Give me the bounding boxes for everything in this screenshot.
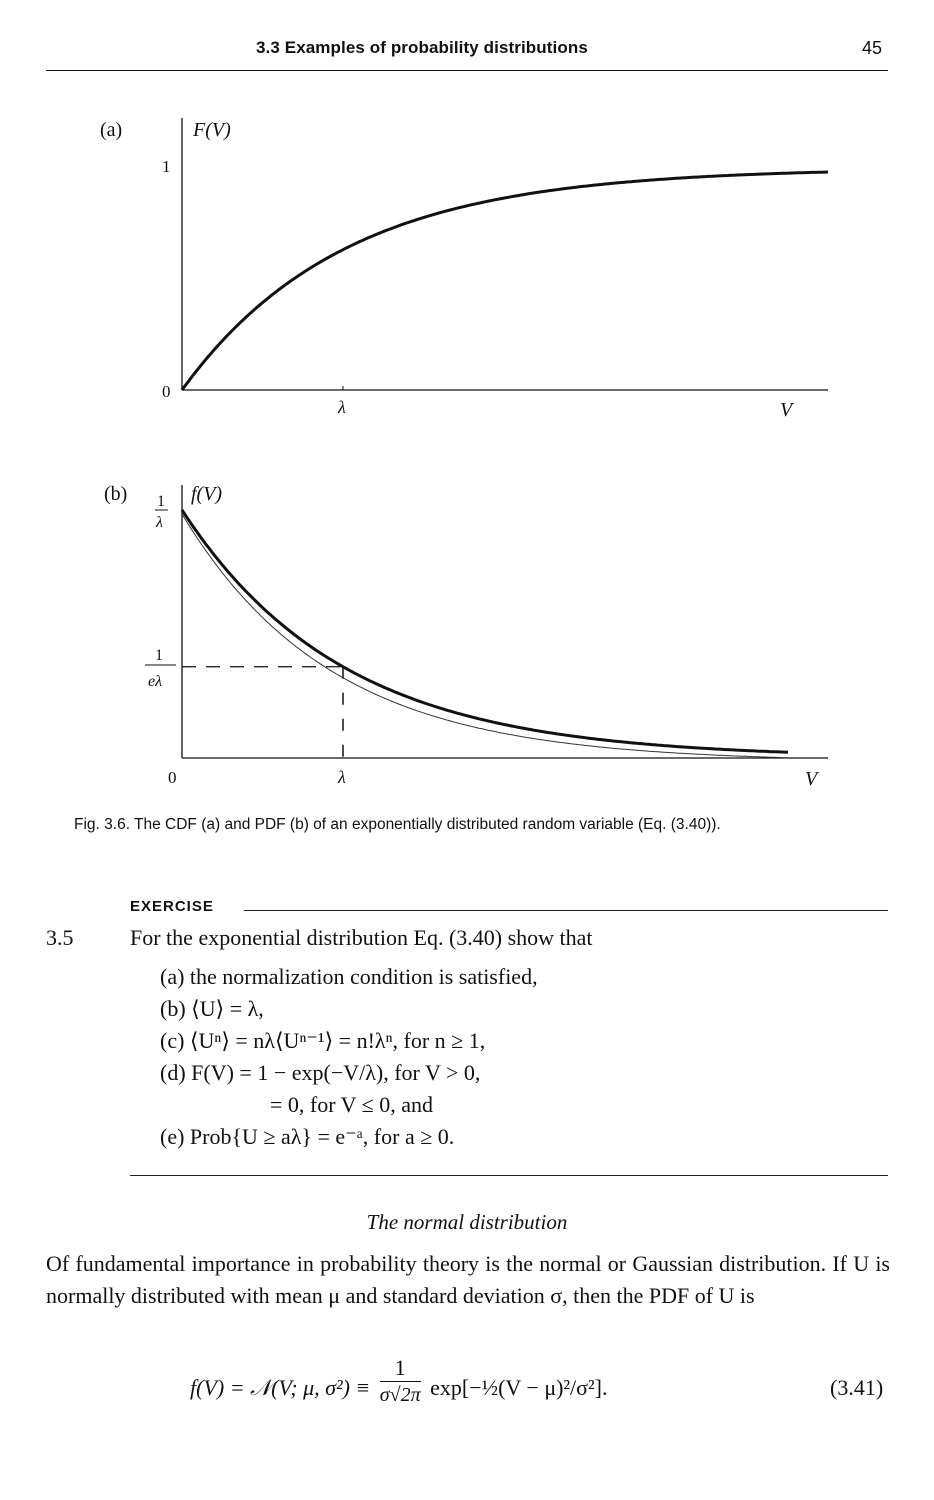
exercise-heading: EXERCISE: [130, 898, 214, 915]
panel-b-xtick-lambda: λ: [338, 767, 346, 787]
exercise-item-d-cont: = 0, for V ≤ 0, and: [270, 1092, 433, 1117]
equation-frac-num: 1: [380, 1355, 421, 1382]
panel-b-ytick-mid-den: eλ: [148, 673, 163, 690]
panel-b-xtick-zero: 0: [168, 768, 177, 787]
panel-b-ytick-top-num: 1: [157, 493, 165, 510]
equation-number: (3.41): [830, 1375, 884, 1400]
exercise-item-b: (b) ⟨U⟩ = λ,: [160, 996, 264, 1021]
equation-rhs: exp[−½(V − μ)²/σ²].: [430, 1375, 608, 1400]
equation-lhs: f(V) = 𝒩(V; μ, σ²) ≡: [190, 1375, 371, 1400]
equation-frac-den: σ√2π: [379, 1384, 421, 1406]
section-paragraph: Of fundamental importance in probability theory is the normal or Gaussian distribution. If U is normally distributed with mean μ and standard deviation σ, then the PDF of U is: [46, 1251, 890, 1308]
panel-a-label: (a): [100, 119, 123, 141]
panel-b-label: (b): [104, 483, 128, 505]
panel-b-ytick-top-den: λ: [156, 514, 163, 531]
panel-a-ytick-top: 1: [162, 157, 171, 176]
equation-fraction: [380, 1355, 421, 1408]
panel-a-ylabel: F(V): [193, 119, 231, 141]
exercise-rule-bottom: [130, 1175, 888, 1176]
exercise-item-d: (d) F(V) = 1 − exp(−V/λ), for V > 0,: [160, 1060, 481, 1085]
panel-a-axes: [182, 118, 828, 390]
panel-a-xlabel: V: [780, 399, 793, 421]
panel-a-cdf-curve: [182, 172, 828, 390]
page-number: 45: [862, 38, 883, 58]
exercise-item-a: (a) the normalization condition is satisfied,: [160, 964, 538, 989]
panel-b-ylabel: f(V): [191, 483, 223, 505]
running-header-title: 3.3 Examples of probability distributions: [256, 38, 588, 57]
exercise-item-c: (c) ⟨Uⁿ⟩ = nλ⟨Uⁿ⁻¹⟩ = n!λⁿ, for n ≥ 1,: [160, 1028, 486, 1053]
section-title: The normal distribution: [366, 1210, 568, 1234]
panel-b-ytick-mid-num: 1: [155, 647, 163, 664]
panel-a-xtick-lambda: λ: [338, 397, 346, 417]
panel-b-xlabel: V: [805, 768, 818, 790]
panel-a-ytick-zero: 0: [162, 382, 171, 401]
exercise-intro: For the exponential distribution Eq. (3.40) show that: [130, 925, 593, 950]
equation-3-41: [190, 1355, 607, 1408]
exercise-number: 3.5: [46, 925, 74, 950]
exercise-item-e: (e) Prob{U ≥ aλ} = e⁻ᵃ, for a ≥ 0.: [160, 1124, 455, 1149]
exercise-rule-top: [244, 910, 888, 911]
figure-caption: Fig. 3.6. The CDF (a) and PDF (b) of an exponentially distributed random variable (Eq. (3.40)).: [74, 816, 721, 833]
panel-b-pdf-curve: [182, 510, 788, 752]
panel-b-guide-lines: [182, 667, 343, 758]
